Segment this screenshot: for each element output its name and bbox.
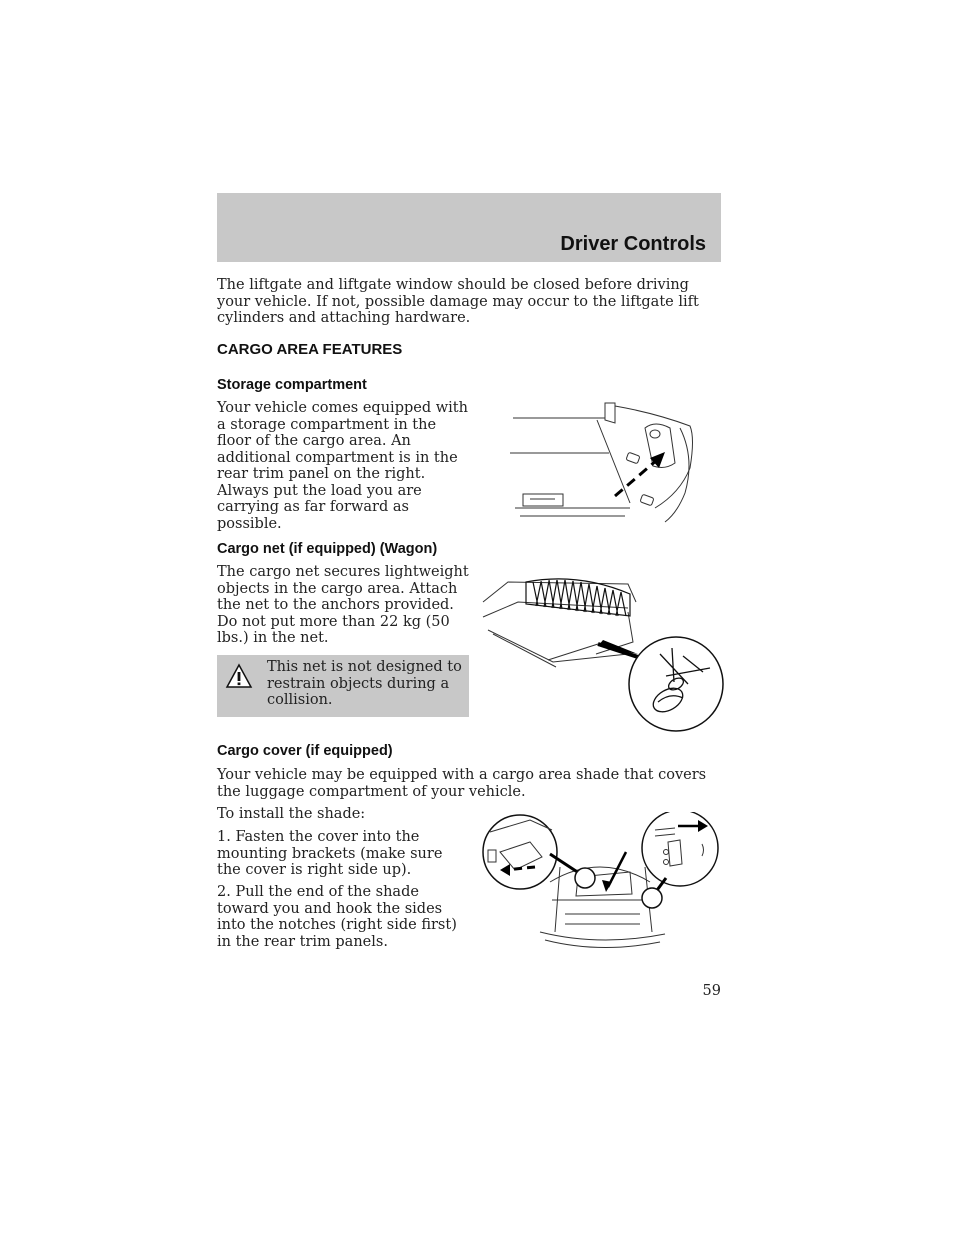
intro-paragraph: The liftgate and liftgate window should be closed before driving your vehicle. If not, possible damage may occur to the liftgate lift cylinders and attaching hardware. bbox=[217, 277, 699, 326]
cargo-net-illustration bbox=[478, 572, 724, 732]
cargo-net-text: The cargo net secures lightweight objects in the cargo area. Attach the net to the anchors provided. Do not put more than 22 kg (50 lbs.) in the net. bbox=[217, 564, 469, 646]
warning-triangle-icon bbox=[225, 663, 253, 689]
page-number: 59 bbox=[702, 983, 721, 999]
storage-compartment-text: Your vehicle comes equipped with a storage compartment in the floor of the cargo area. An additional compartment is in the rear trim panel on the right. Always put the load you are carrying as far forward as possible. bbox=[217, 400, 468, 532]
section-title: Driver Controls bbox=[560, 233, 706, 255]
install-step-2: 2. Pull the end of the shade toward you and hook the sides into the notches (right side first) in the rear trim panels. bbox=[217, 884, 457, 950]
storage-compartment-illustration bbox=[505, 398, 705, 524]
cargo-cover-heading: Cargo cover (if equipped) bbox=[217, 743, 393, 759]
warning-text: This net is not designed to restrain objects during a collision. bbox=[267, 659, 462, 708]
cargo-cover-text: Your vehicle may be equipped with a cargo area shade that covers the luggage compartment of your vehicle. bbox=[217, 767, 707, 800]
install-step-1: 1. Fasten the cover into the mounting brackets (make sure the cover is right side up). bbox=[217, 829, 443, 878]
section-header-band bbox=[217, 193, 721, 262]
cargo-cover-illustration bbox=[480, 812, 724, 952]
storage-compartment-heading: Storage compartment bbox=[217, 377, 367, 393]
cargo-net-heading: Cargo net (if equipped) (Wagon) bbox=[217, 541, 438, 557]
warning-box bbox=[217, 655, 469, 717]
cargo-area-heading: CARGO AREA FEATURES bbox=[217, 341, 403, 358]
install-intro: To install the shade: bbox=[217, 806, 366, 822]
